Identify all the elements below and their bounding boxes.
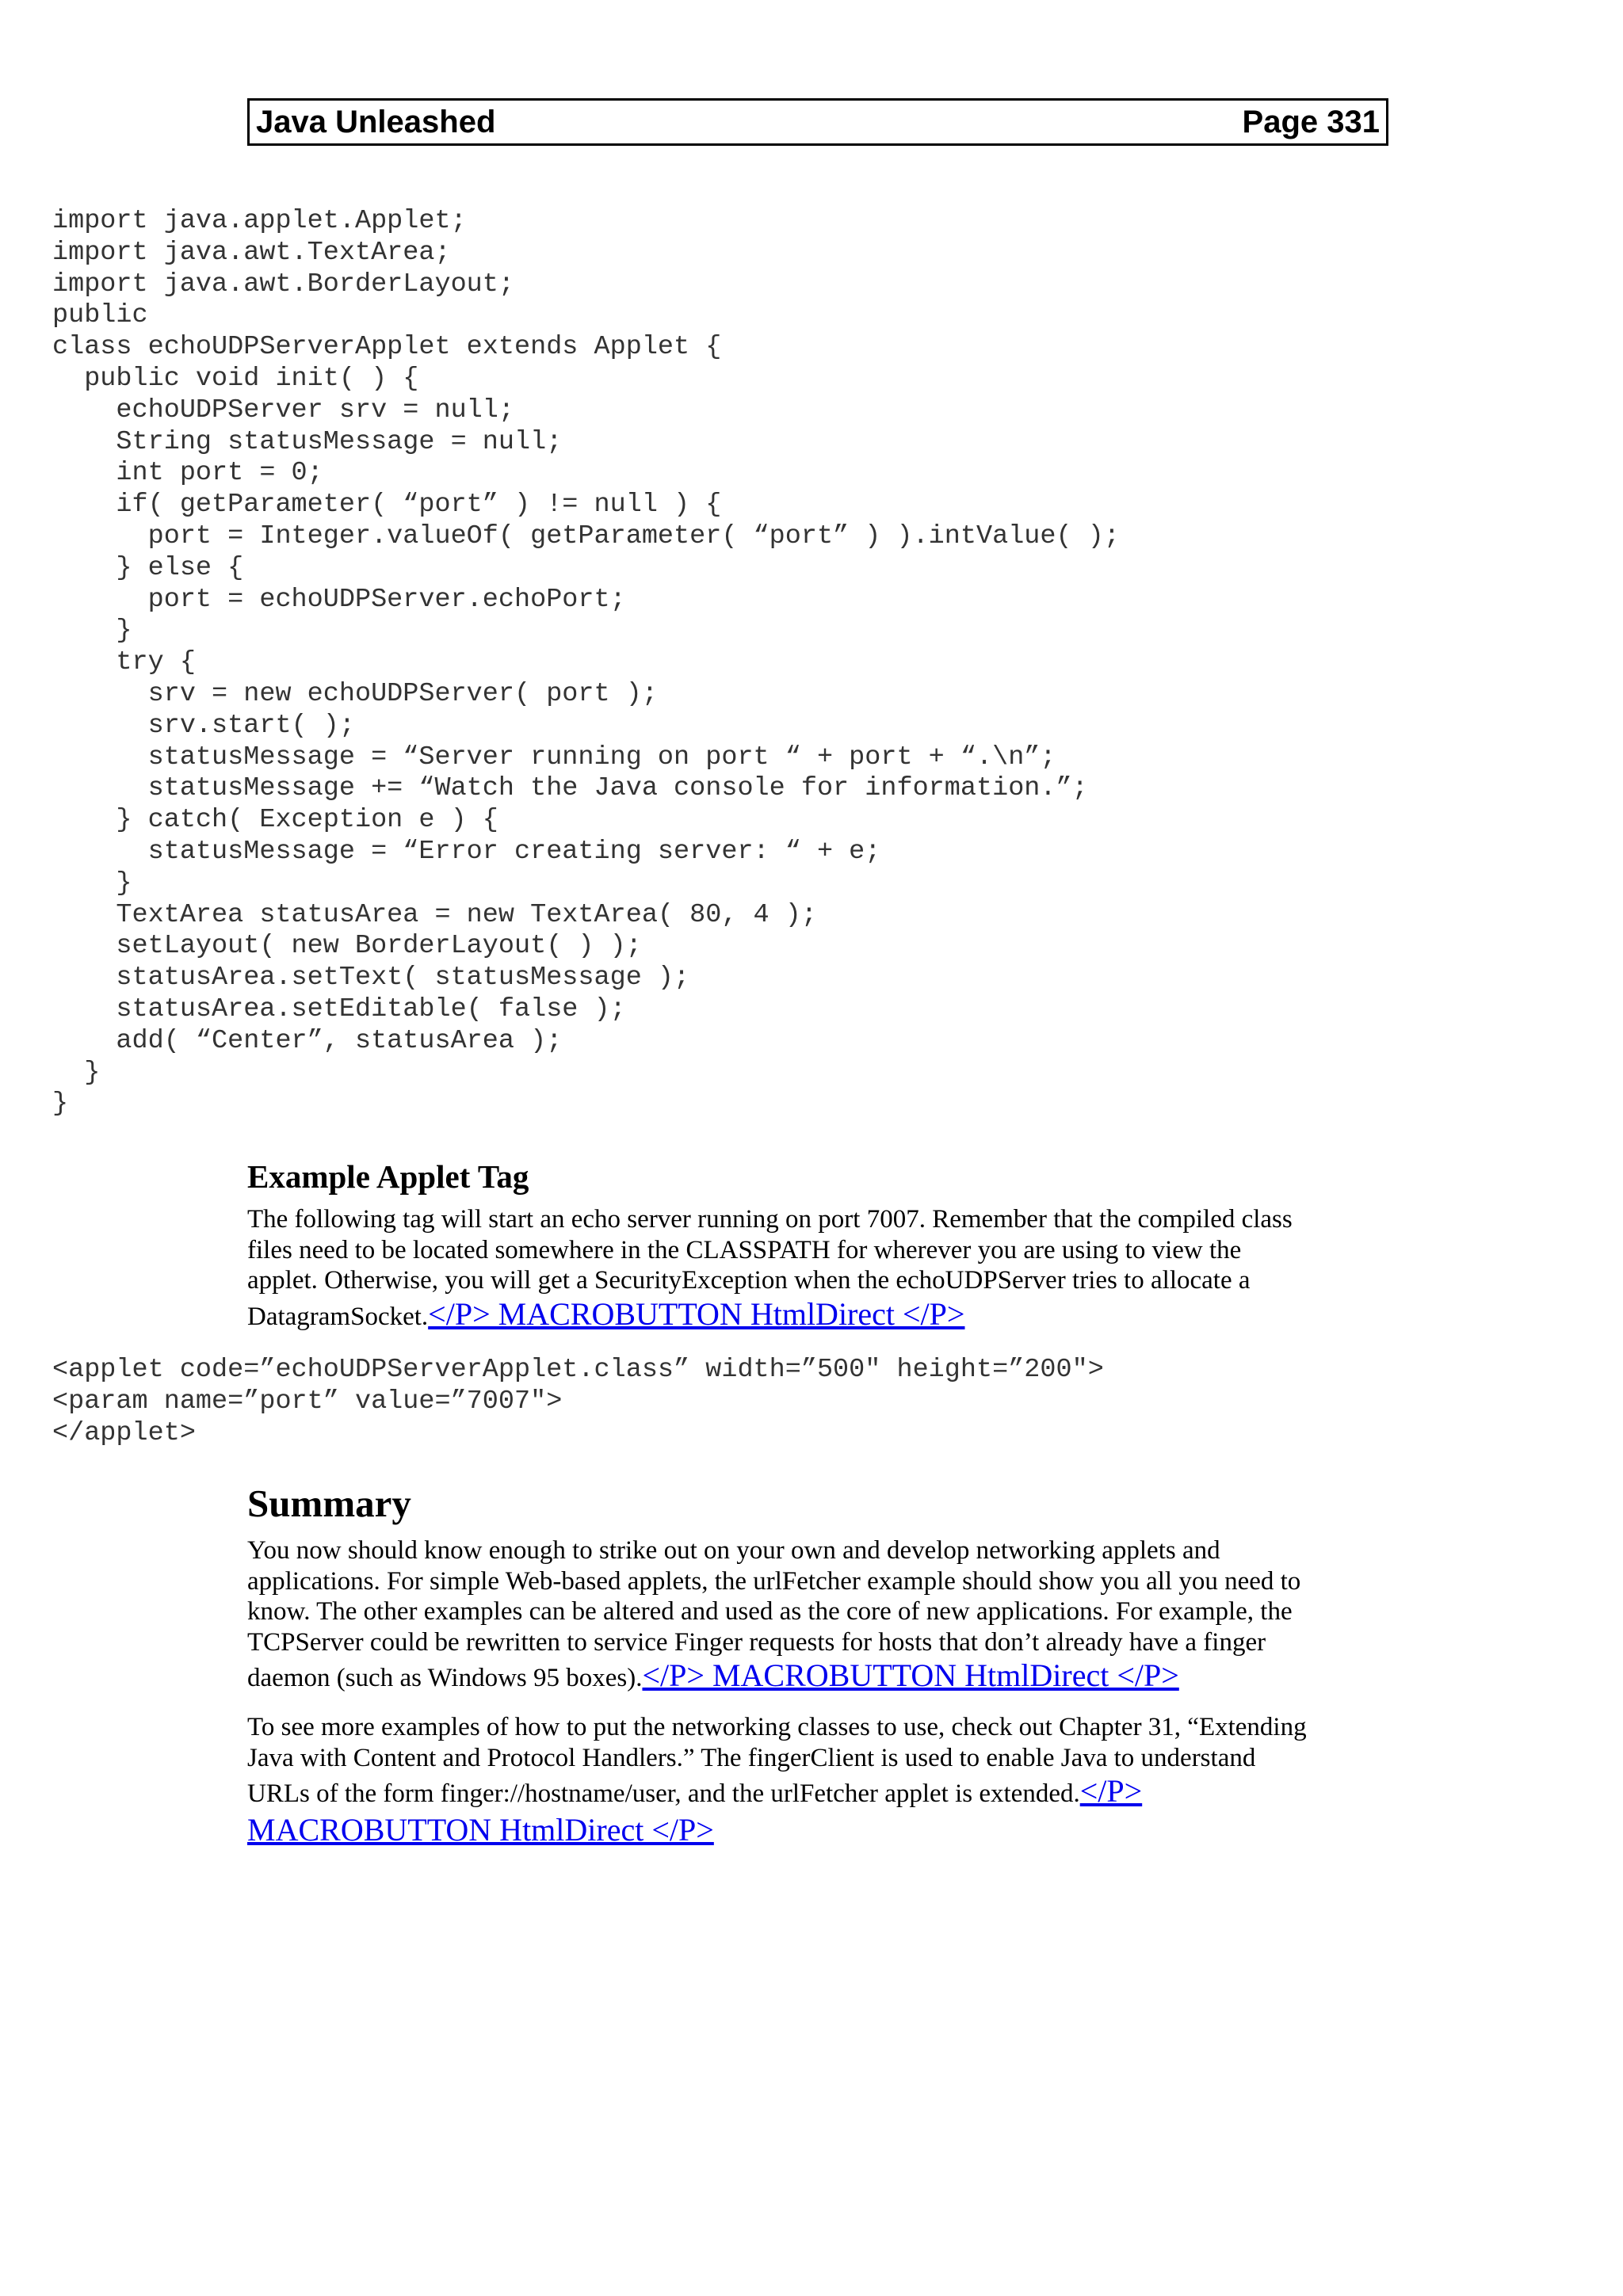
code-line: try {: [52, 647, 196, 678]
paragraph-line: [247, 1812, 1388, 1851]
page-number: Page 331: [1242, 105, 1380, 139]
macrobutton-link[interactable]: </P>: [1079, 1773, 1143, 1809]
code-line: </applet>: [52, 1417, 196, 1448]
book-title: Java Unleashed: [256, 105, 496, 139]
code-line: echoUDPServer srv = null;: [52, 395, 514, 425]
paragraph-line: know. The other examples can be altered and used as the core of new applications. For example, the: [247, 1597, 1293, 1626]
code-line: public: [52, 300, 148, 331]
macrobutton-link[interactable]: </P> MACROBUTTON HtmlDirect </P>: [428, 1295, 965, 1332]
code-line: String statusMessage = null;: [52, 426, 563, 457]
code-line: <applet code=”echoUDPServerApplet.class” width=”500" height=”200">: [52, 1355, 1104, 1385]
paragraph-line: [247, 1657, 1388, 1696]
code-line: } catch( Exception e ) {: [52, 805, 498, 836]
paragraph-line: [247, 1296, 1388, 1335]
code-line: srv = new echoUDPServer( port );: [52, 678, 658, 709]
macrobutton-link[interactable]: </P> MACROBUTTON HtmlDirect </P>: [642, 1657, 1179, 1693]
summary-paragraph-2: [247, 1712, 1388, 1851]
code-listing: [52, 206, 1120, 1120]
section-heading: Summary: [247, 1482, 411, 1525]
code-line: statusArea.setEditable( false );: [52, 994, 626, 1024]
code-line: if( getParameter( “port” ) != null ) {: [52, 490, 722, 521]
paragraph-line: TCPServer could be rewritten to service Finger requests for hosts that don’t already have a finger: [247, 1627, 1266, 1657]
code-line: public void init( ) {: [52, 363, 419, 394]
applet-tag-code: [52, 1355, 1104, 1449]
paragraph-line: applet. Otherwise, you will get a SecurityException when the echoUDPServer tries to allocate a: [247, 1266, 1251, 1295]
paragraph-text: URLs of the form finger://hostname/user, and the urlFetcher applet is extended.: [247, 1779, 1080, 1808]
code-line: statusMessage += “Watch the Java console for information.”;: [52, 773, 1088, 804]
code-line: port = echoUDPServer.echoPort;: [52, 584, 626, 615]
summary-paragraph-1: [247, 1535, 1388, 1696]
code-line: add( “Center”, statusArea );: [52, 1025, 563, 1056]
section-heading: Example Applet Tag: [247, 1158, 529, 1195]
code-line: }: [52, 616, 132, 646]
code-line: }: [52, 1057, 101, 1088]
code-line: import java.applet.Applet;: [52, 206, 467, 236]
code-line: port = Integer.valueOf( getParameter( “port” ) ).intValue( );: [52, 521, 1120, 551]
example-applet-tag-section: [247, 1157, 1388, 1335]
code-line: }: [52, 868, 132, 898]
code-line: }: [52, 1089, 69, 1119]
code-line: statusArea.setText( statusMessage );: [52, 963, 690, 994]
paragraph-line: Java with Content and Protocol Handlers.” The fingerClient is used to enable Java to understand: [247, 1743, 1256, 1772]
macrobutton-link[interactable]: MACROBUTTON HtmlDirect </P>: [247, 1812, 714, 1848]
code-line: statusMessage = “Error creating server: “ + e;: [52, 836, 881, 867]
code-line: import java.awt.TextArea;: [52, 237, 451, 268]
code-line: int port = 0;: [52, 458, 323, 489]
code-line: } else {: [52, 552, 244, 583]
paragraph-line: You now should know enough to strike out on your own and develop networking applets and: [247, 1536, 1220, 1565]
code-line: setLayout( new BorderLayout( ) );: [52, 931, 642, 962]
paragraph-text: DatagramSocket.: [247, 1302, 429, 1331]
code-line: statusMessage = “Server running on port “ + port + “.\n”;: [52, 742, 1056, 772]
paragraph-line: files need to be located somewhere in the CLASSPATH for wherever you are using to view the: [247, 1235, 1242, 1264]
paragraph-line: To see more examples of how to put the networking classes to use, check out Chapter 31, “Extending: [247, 1713, 1307, 1741]
paragraph-line: [247, 1773, 1388, 1812]
summary-section: [247, 1480, 1388, 1851]
code-line: srv.start( );: [52, 710, 355, 741]
page-header: [247, 98, 1388, 146]
code-line: class echoUDPServerApplet extends Applet {: [52, 332, 722, 363]
paragraph-text: daemon (such as Windows 95 boxes).: [247, 1664, 643, 1692]
code-line: import java.awt.BorderLayout;: [52, 269, 514, 299]
paragraph-line: applications. For simple Web-based applets, the urlFetcher example should show you all you need to: [247, 1566, 1301, 1596]
example-paragraph: [247, 1204, 1388, 1335]
paragraph-line: The following tag will start an echo server running on port 7007. Remember that the compiled class: [247, 1205, 1293, 1234]
code-line: TextArea statusArea = new TextArea( 80, 4 );: [52, 899, 817, 930]
code-line: <param name=”port” value=”7007">: [52, 1386, 563, 1417]
